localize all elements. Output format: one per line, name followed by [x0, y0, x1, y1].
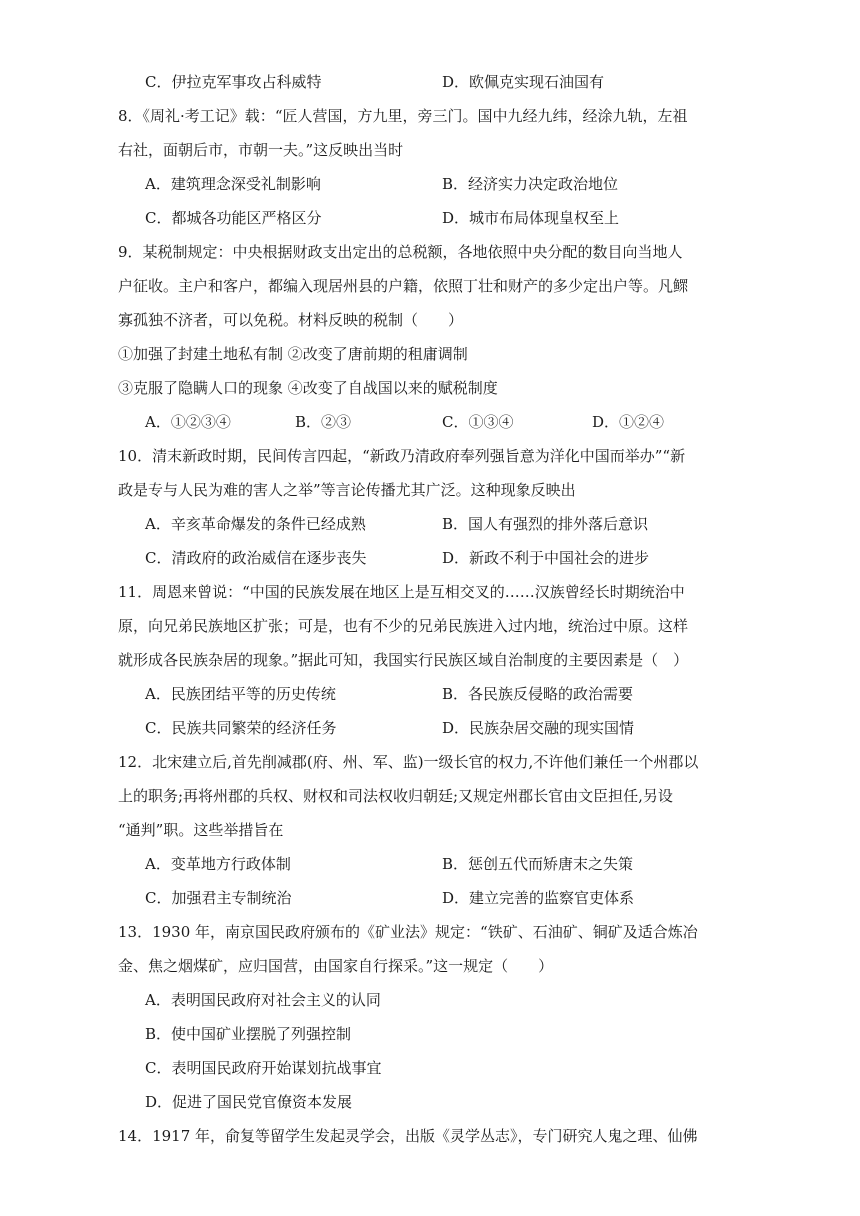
q12-option-d: D．建立完善的监察官吏体系 — [442, 889, 635, 907]
q7-option-c: C．伊拉克军事攻占科威特 — [145, 73, 322, 91]
q9-option-c: C．①③④ — [442, 413, 514, 431]
q8-stem-line-2: 右社，面朝后市，市朝一夫。”这反映出当时 — [118, 141, 404, 159]
q13-option-a: A．表明国民政府对社会主义的认同 — [145, 991, 381, 1009]
q11-stem-line-2: 原，向兄弟民族地区扩张；可是，也有不少的兄弟民族进入过内地，统治过中原。这样 — [118, 617, 689, 635]
q12-option-a: A．变革地方行政体制 — [145, 855, 291, 873]
q13-option-c: C．表明国民政府开始谋划抗战事宜 — [145, 1059, 382, 1077]
q8-option-c: C．都城各功能区严格区分 — [145, 209, 322, 227]
q7-option-d: D．欧佩克实现石油国有 — [442, 73, 605, 91]
q9-option-d: D．①②④ — [592, 413, 665, 431]
q11-option-b: B．各民族反侵略的政治需要 — [442, 685, 634, 703]
q12-option-c: C．加强君主专制统治 — [145, 889, 292, 907]
q13-option-b: B．使中国矿业摆脱了列强控制 — [145, 1025, 352, 1043]
q13-stem-line-1: 13．1930 年，南京国民政府颁布的《矿业法》规定：“铁矿、石油矿、铜矿及适合炼冶 — [118, 923, 698, 941]
q9-item-line-2: ③克服了隐瞒人口的现象 ④改变了自战国以来的赋税制度 — [118, 379, 498, 397]
q13-stem-line-2: 金、焦之烟煤矿，应归国营，由国家自行探采。”这一规定（ ） — [118, 957, 554, 975]
q10-stem-line-1: 10．清末新政时期，民间传言四起，“新政乃清政府奉列强旨意为洋化中国而举办”“新 — [118, 447, 686, 465]
q9-stem-line-2: 户征收。主户和客户，都编入现居州县的户籍，依照丁壮和财产的多少定出户等。凡鳏 — [118, 277, 689, 295]
q12-stem-line-3: “通判”职。这些举措旨在 — [118, 821, 284, 839]
q8-option-d: D．城市布局体现皇权至上 — [442, 209, 620, 227]
q10-stem-line-2: 政是专与人民为难的害人之举”等言论传播尤其广泛。这种现象反映出 — [118, 481, 576, 499]
q14-stem-line-1: 14．1917 年，俞复等留学生发起灵学会，出版《灵学丛志》，专门研究人鬼之理、仙佛 — [118, 1127, 698, 1145]
q11-option-c: C．民族共同繁荣的经济任务 — [145, 719, 337, 737]
q11-option-d: D．民族杂居交融的现实国情 — [442, 719, 635, 737]
q12-option-b: B．惩创五代而矫唐末之失策 — [442, 855, 634, 873]
q9-option-b: B．②③ — [295, 413, 352, 431]
q8-option-a: A．建筑理念深受礼制影响 — [145, 175, 321, 193]
q11-stem-line-1: 11．周恩来曾说：“中国的民族发展在地区上是互相交叉的……汉族曾经长时期统治中 — [118, 583, 685, 601]
q10-option-b: B．国人有强烈的排外落后意识 — [442, 515, 649, 533]
q8-stem-line-1: 8．《周礼·考工记》载：“匠人营国，方九里，旁三门。国中九经九纬，经涂九轨，左祖 — [118, 107, 688, 125]
q10-option-c: C．清政府的政治威信在逐步丧失 — [145, 549, 367, 567]
q12-stem-line-1: 12．北宋建立后,首先削减郡(府、州、军、监)一级长官的权力,不许他们兼任一个州郡以 — [118, 753, 699, 771]
q11-stem-line-3: 就形成各民族杂居的现象。”据此可知，我国实行民族区域自治制度的主要因素是（ ） — [118, 651, 689, 669]
q10-option-d: D．新政不利于中国社会的进步 — [442, 549, 650, 567]
q9-stem-line-1: 9．某税制规定：中央根据财政支出定出的总税额，各地依照中央分配的数目向当地人 — [118, 243, 683, 261]
q9-item-line-1: ①加强了封建土地私有制 ②改变了唐前期的租庸调制 — [118, 345, 468, 363]
q12-stem-line-2: 上的职务;再将州郡的兵权、财权和司法权收归朝廷;又规定州郡长官由文臣担任,另设 — [118, 787, 673, 805]
q13-option-d: D．促进了国民党官僚资本发展 — [145, 1093, 353, 1111]
q8-option-b: B．经济实力决定政治地位 — [442, 175, 619, 193]
q9-stem-line-3: 寡孤独不济者，可以免税。材料反映的税制（ ） — [118, 311, 464, 329]
q9-option-a: A．①②③④ — [145, 413, 231, 431]
q10-option-a: A．辛亥革命爆发的条件已经成熟 — [145, 515, 366, 533]
q11-option-a: A．民族团结平等的历史传统 — [145, 685, 336, 703]
